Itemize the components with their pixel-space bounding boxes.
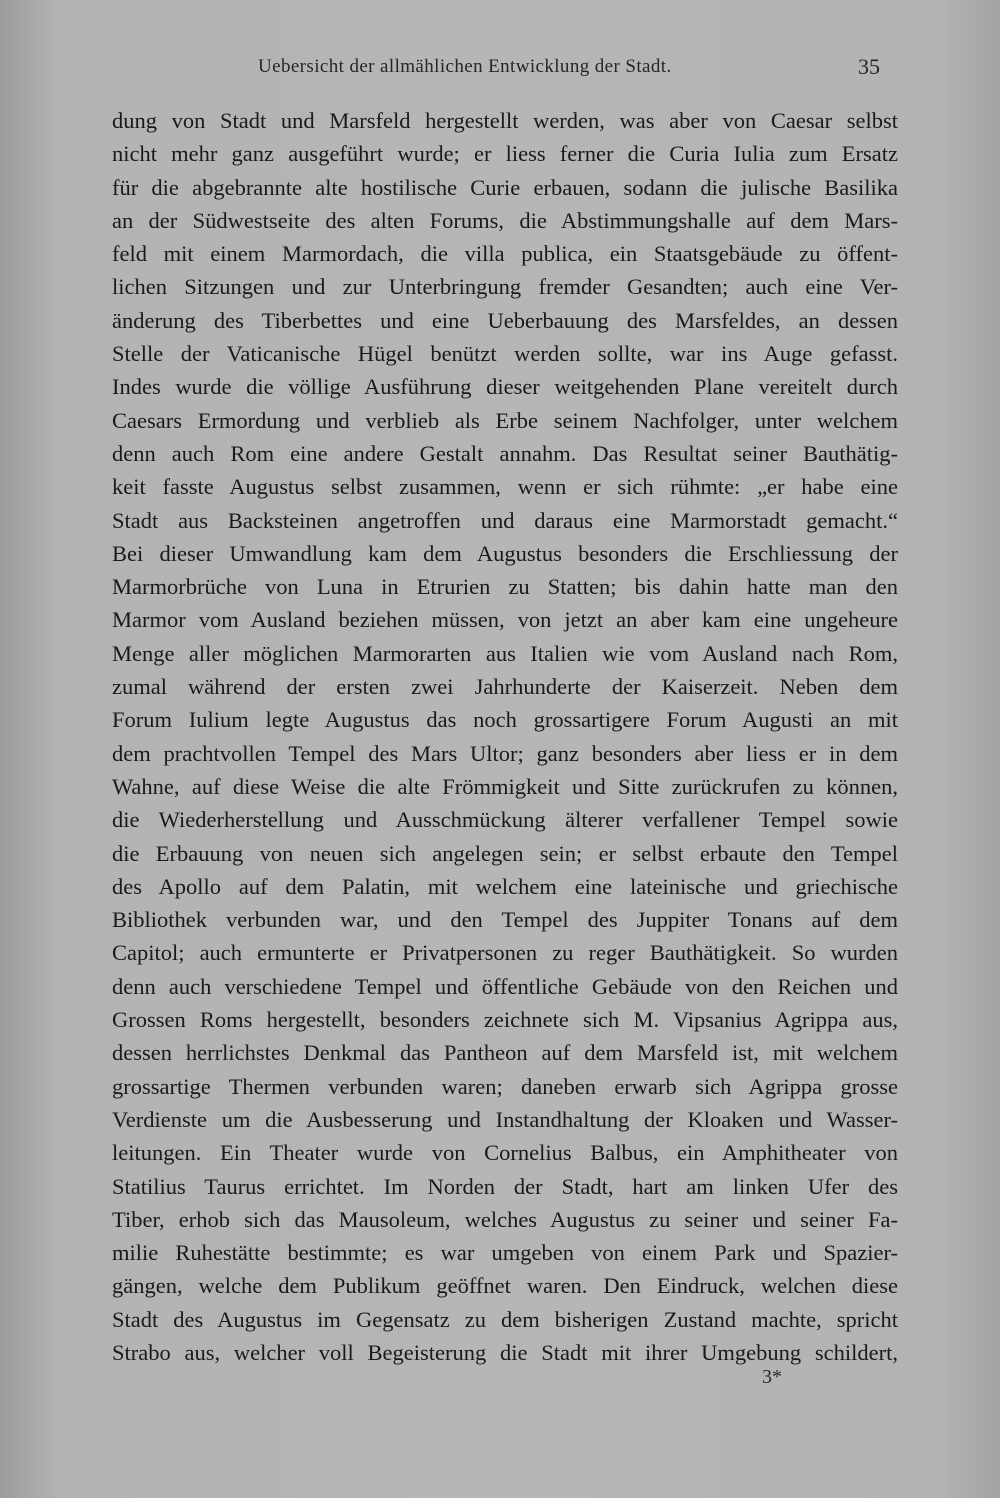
text-line: Stelle der Vaticanische Hügel benützt werden sollte, war ins Auge gefasst. [112, 341, 898, 367]
signature-mark: 3* [762, 1366, 782, 1388]
text-line: keit fasste Augustus selbst zusammen, wenn er sich rühmte: „er habe eine [112, 474, 898, 500]
text-line: Indes wurde die völlige Ausführung dieser weitgehenden Plane vereitelt durch [112, 374, 898, 400]
text-line: dem prachtvollen Tempel des Mars Ultor; ganz besonders aber liess er in dem [112, 740, 898, 766]
text-line: Verdienste um die Ausbesserung und Instandhaltung der Kloaken und Wasser- [112, 1106, 898, 1132]
text-line: Forum Iulium legte Augustus das noch grossartigere Forum Augusti an mit [112, 707, 898, 733]
text-line: Marmorbrüche von Luna in Etrurien zu Statten; bis dahin hatte man den [112, 574, 898, 600]
text-line: feld mit einem Marmordach, die villa publica, ein Staatsgebäude zu öffent- [112, 241, 898, 267]
text-line: dung von Stadt und Marsfeld hergestellt werden, was aber von Caesar selbst [112, 108, 898, 133]
text-line: für die abgebrannte alte hostilische Curie erbauen, sodann die julische Basilika [112, 174, 898, 200]
text-line: Bei dieser Umwandlung kam dem Augustus besonders die Erschliessung der [112, 540, 898, 566]
text-line: denn auch verschiedene Tempel und öffentliche Gebäude von den Reichen und [112, 973, 898, 999]
text-line: leitungen. Ein Theater wurde von Cornelius Balbus, ein Amphitheater von [112, 1140, 898, 1166]
text-line: änderung des Tiberbettes und eine Ueberbauung des Marsfeldes, an dessen [112, 307, 898, 333]
text-line: des Apollo auf dem Palatin, mit welchem eine lateinische und griechische [112, 873, 898, 899]
text-line: Marmor vom Ausland beziehen müssen, von jetzt an aber kam eine ungeheure [112, 607, 898, 633]
text-line: die Erbauung von neuen sich angelegen sein; er selbst erbaute den Tempel [112, 840, 898, 866]
text-line: Stadt des Augustus im Gegensatz zu dem bisherigen Zustand machte, spricht [112, 1306, 898, 1332]
text-line: an der Südwestseite des alten Forums, die Abstimmungshalle auf dem Mars- [112, 207, 898, 233]
text-line: gängen, welche dem Publikum geöffnet waren. Den Eindruck, welchen diese [112, 1273, 898, 1299]
text-line: Wahne, auf diese Weise die alte Frömmigkeit und Sitte zurückrufen zu können, [112, 773, 898, 799]
text-line: nicht mehr ganz ausgeführt wurde; er liess ferner die Curia Iulia zum Ersatz [112, 141, 898, 167]
text-line: Stadt aus Backsteinen angetroffen und daraus eine Marmorstadt gemacht.“ [112, 507, 898, 533]
text-line: Strabo aus, welcher voll Begeisterung die Stadt mit ihrer Umgebung schildert, [112, 1339, 898, 1365]
text-line: Grossen Roms hergestellt, besonders zeichnete sich M. Vipsanius Agrippa aus, [112, 1007, 898, 1033]
text-line: zumal während der ersten zwei Jahrhunderte der Kaiserzeit. Neben dem [112, 674, 898, 700]
body-text [112, 104, 898, 1369]
text-line: Menge aller möglichen Marmorarten aus Italien wie vom Ausland nach Rom, [112, 640, 898, 666]
text-line: die Wiederherstellung und Ausschmückung älterer verfallener Tempel sowie [112, 807, 898, 833]
text-line: Caesars Ermordung und verblieb als Erbe seinem Nachfolger, unter welchem [112, 407, 898, 433]
text-line: lichen Sitzungen und zur Unterbringung fremder Gesandten; auch eine Ver- [112, 274, 898, 300]
page-number: 35 [858, 54, 880, 79]
text-line: grossartige Thermen verbunden waren; daneben erwarb sich Agrippa grosse [112, 1073, 898, 1099]
running-header: Uebersicht der allmählichen Entwicklung der Stadt. [258, 56, 672, 77]
text-line: Capitol; auch ermunterte er Privatpersonen zu reger Bauthätigkeit. So wurden [112, 940, 898, 966]
text-line: Tiber, erhob sich das Mausoleum, welches Augustus zu seiner und seiner Fa- [112, 1206, 898, 1232]
text-line: Bibliothek verbunden war, und den Tempel des Juppiter Tonans auf dem [112, 907, 898, 933]
text-line: dessen herrlichstes Denkmal das Pantheon auf dem Marsfeld ist, mit welchem [112, 1040, 898, 1066]
text-line: denn auch Rom eine andere Gestalt annahm. Das Resultat seiner Bauthätig- [112, 440, 898, 466]
text-line: Statilius Taurus errichtet. Im Norden der Stadt, hart am linken Ufer des [112, 1173, 898, 1199]
text-line: milie Ruhestätte bestimmte; es war umgeben von einem Park und Spazier- [112, 1240, 898, 1266]
